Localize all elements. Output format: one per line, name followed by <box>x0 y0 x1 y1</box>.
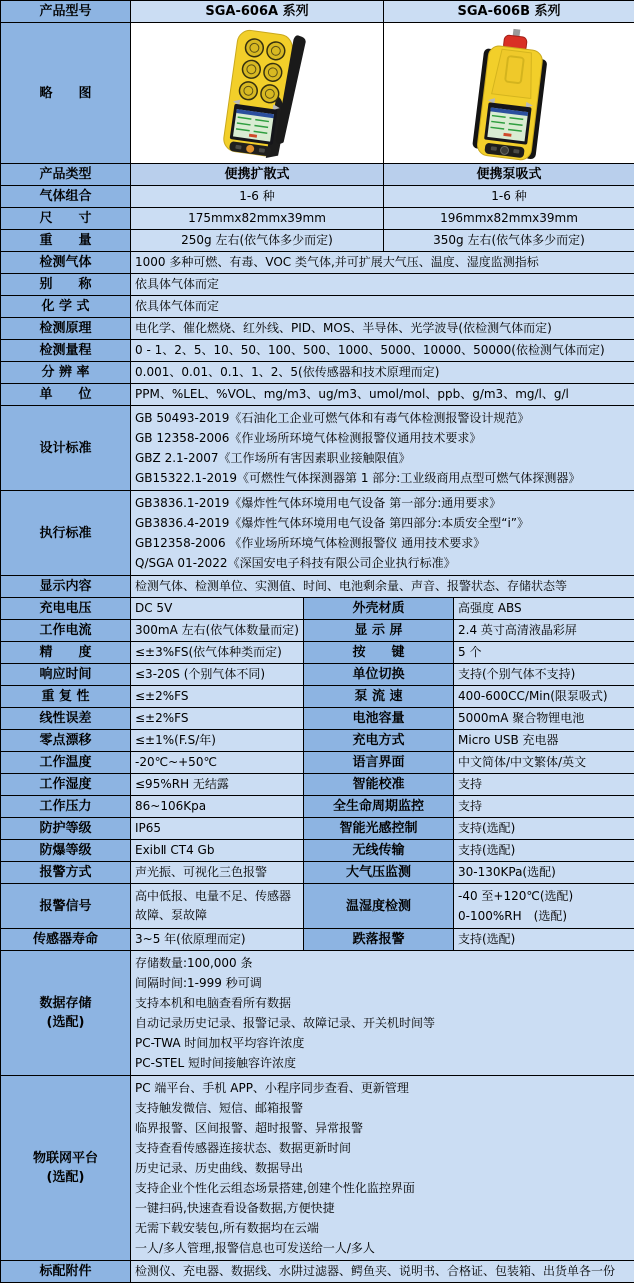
quad-label-right: 智能光感控制 <box>304 818 454 840</box>
device-b-cell <box>384 23 634 164</box>
storage-label <box>1 951 131 1076</box>
quad-value-right: 2.4 英寸高清液晶彩屏 <box>454 620 634 642</box>
iot-line: 无需下载安装包,所有数据均在云端 <box>135 1218 630 1238</box>
spec-label: 气体组合 <box>1 186 131 208</box>
quad-value-left: 300mA 左右(依气体数量而定) <box>131 620 304 642</box>
executive-standards-cell <box>131 491 634 576</box>
quad-value-left: ≤±1%(F.S/年) <box>131 730 304 752</box>
row-working-humidity <box>1 774 634 796</box>
row-alarm-signal <box>1 884 634 929</box>
spec-label: 单 位 <box>1 384 131 406</box>
spec-value: 依具体气体而定 <box>131 296 634 318</box>
quad-value-left: DC 5V <box>131 598 304 620</box>
storage-label-line: 数据存储 <box>5 994 126 1013</box>
row-working-temperature <box>1 752 634 774</box>
spec-value: 0.001、0.01、0.1、1、2、5(依传感器和技术原理而定) <box>131 362 634 384</box>
quad-value-right: 30-130KPa(选配) <box>454 862 634 884</box>
quad-label-left: 工作湿度 <box>1 774 131 796</box>
iot-line: 支持查看传感器连接状态、数据更新时间 <box>135 1138 630 1158</box>
quad-value-left: ≤±3%FS(依气体种类而定) <box>131 642 304 664</box>
row-detected-gases <box>1 252 634 274</box>
quad-label-right: 外壳材质 <box>304 598 454 620</box>
row-data-storage <box>1 951 634 1076</box>
row-repeatability <box>1 686 634 708</box>
quad-value-left: 高中低报、电量不足、传感器故障、泵故障 <box>131 884 304 929</box>
iot-line: 支持企业个性化云组态场景搭建,创建个性化监控界面 <box>135 1178 630 1198</box>
spec-label: 化 学 式 <box>1 296 131 318</box>
quad-label-left: 零点漂移 <box>1 730 131 752</box>
quad-label-left: 线性误差 <box>1 708 131 730</box>
iot-platform-cell <box>131 1076 634 1261</box>
row-dimensions <box>1 208 634 230</box>
quad-label-right: 温湿度检测 <box>304 884 454 929</box>
quad-label-right: 充电方式 <box>304 730 454 752</box>
spec-value: 电化学、催化燃烧、红外线、PID、MOS、半导体、光学波导(依检测气体而定) <box>131 318 634 340</box>
row-zero-drift <box>1 730 634 752</box>
quad-label-left: 报警信号 <box>1 884 131 929</box>
quad-value-right: Micro USB 充电器 <box>454 730 634 752</box>
iot-label-line: (选配) <box>5 1168 126 1187</box>
row-chemical-formula <box>1 296 634 318</box>
standard-line: GB 50493-2019《石油化工企业可燃气体和有毒气体检测报警设计规范》 <box>135 408 630 428</box>
spec-value-a: 250g 左右(依气体多少而定) <box>131 230 384 252</box>
series-b-header: SGA-606B 系列 <box>384 1 634 23</box>
quad-value-left: 3~5 年(依原理而定) <box>131 929 304 951</box>
sketch-label: 略 图 <box>1 23 131 164</box>
quad-label-right: 单位切换 <box>304 664 454 686</box>
iot-line: 一人/多人管理,报警信息也可发送给一人/多人 <box>135 1238 630 1258</box>
row-working-current <box>1 620 634 642</box>
row-alias <box>1 274 634 296</box>
iot-line: PC 端平台、手机 APP、小程序同步查看、更新管理 <box>135 1078 630 1098</box>
spec-value: PPM、%LEL、%VOL、mg/m3、ug/m3、umol/mol、ppb、g/m3、mg/l、g/l <box>131 384 634 406</box>
row-linearity-error <box>1 708 634 730</box>
quad-label-right: 大气压监测 <box>304 862 454 884</box>
spec-label: 检测原理 <box>1 318 131 340</box>
device-a-cell <box>131 23 384 164</box>
spec-label: 尺 寸 <box>1 208 131 230</box>
quad-value-left: ≤±2%FS <box>131 708 304 730</box>
row-iot-platform <box>1 1076 634 1261</box>
spec-label: 检测气体 <box>1 252 131 274</box>
quad-label-left: 防护等级 <box>1 818 131 840</box>
quad-value-right: 支持(选配) <box>454 929 634 951</box>
storage-line: 存储数量:100,000 条 <box>135 953 630 973</box>
spec-label: 显示内容 <box>1 576 131 598</box>
storage-line: 间隔时间:1-999 秒可调 <box>135 973 630 993</box>
quad-label-right: 显 示 屏 <box>304 620 454 642</box>
spec-value-b: 便携泵吸式 <box>384 164 634 186</box>
quad-label-left: 报警方式 <box>1 862 131 884</box>
spec-label: 检测量程 <box>1 340 131 362</box>
spec-label: 重 量 <box>1 230 131 252</box>
quad-label-left: 传感器寿命 <box>1 929 131 951</box>
row-accuracy <box>1 642 634 664</box>
standard-line: GB 12358-2006《作业场所环境气体检测报警仪通用技术要求》 <box>135 428 630 448</box>
row-display-content <box>1 576 634 598</box>
sketch-row <box>1 23 634 164</box>
iot-label <box>1 1076 131 1261</box>
spec-label: 别 称 <box>1 274 131 296</box>
standard-line: GB12358-2006 《作业场所环境气体检测报警仪 通用技术要求》 <box>135 533 630 553</box>
quad-label-right: 泵 流 速 <box>304 686 454 708</box>
spec-label: 分 辨 率 <box>1 362 131 384</box>
quad-value-right <box>454 884 634 929</box>
quad-value-left: 86~106Kpa <box>131 796 304 818</box>
quad-label-left: 工作电流 <box>1 620 131 642</box>
quad-value-left: ≤3-20S (个别气体不同) <box>131 664 304 686</box>
row-response-time <box>1 664 634 686</box>
quad-value-left: -20℃~+50℃ <box>131 752 304 774</box>
accessories-value: 检测仪、充电器、数据线、水阱过滤器、鳄鱼夹、说明书、合格证、包装箱、出货单各一份 <box>131 1261 634 1283</box>
spec-value-b: 196mmx82mmx39mm <box>384 208 634 230</box>
quad-value-left: ExibⅡ CT4 Gb <box>131 840 304 862</box>
quad-value-right: 5 个 <box>454 642 634 664</box>
quad-label-right: 语言界面 <box>304 752 454 774</box>
quad-value-right: 400-600CC/Min(限泵吸式) <box>454 686 634 708</box>
quad-label-left: 响应时间 <box>1 664 131 686</box>
row-gas-combination <box>1 186 634 208</box>
row-protection-rating <box>1 818 634 840</box>
iot-line: 历史记录、历史曲线、数据导出 <box>135 1158 630 1178</box>
row-alarm-mode <box>1 862 634 884</box>
spec-value: 依具体气体而定 <box>131 274 634 296</box>
quad-label-right: 无线传输 <box>304 840 454 862</box>
row-resolution <box>1 362 634 384</box>
quad-label-left: 防爆等级 <box>1 840 131 862</box>
spec-label: 执行标准 <box>1 491 131 576</box>
spec-value: 检测气体、检测单位、实测值、时间、电池剩余量、声音、报警状态、存储状态等 <box>131 576 634 598</box>
spec-value: 0 - 1、2、5、10、50、100、500、1000、5000、10000、50000(依检测气体而定) <box>131 340 634 362</box>
quad-label-right: 电池容量 <box>304 708 454 730</box>
quad-value-right: 高强度 ABS <box>454 598 634 620</box>
row-product-type <box>1 164 634 186</box>
row-sensor-life <box>1 929 634 951</box>
quad-label-left: 精 度 <box>1 642 131 664</box>
standard-line: GB3836.1-2019《爆炸性气体环境用电气设备 第一部分:通用要求》 <box>135 493 630 513</box>
quad-value-left: ≤95%RH 无结露 <box>131 774 304 796</box>
standard-line: GB15322.1-2019《可燃性气体探测器第 1 部分:工业级商用点型可燃气体探测器》 <box>135 468 630 488</box>
quad-label-right: 按 键 <box>304 642 454 664</box>
row-design-standards <box>1 406 634 491</box>
row-executive-standards <box>1 491 634 576</box>
iot-line: 临界报警、区间报警、超时报警、异常报警 <box>135 1118 630 1138</box>
spec-value-b: 350g 左右(依气体多少而定) <box>384 230 634 252</box>
spec-label: 设计标准 <box>1 406 131 491</box>
spec-value-a: 175mmx82mmx39mm <box>131 208 384 230</box>
quad-label-left: 重 复 性 <box>1 686 131 708</box>
row-detection-principle <box>1 318 634 340</box>
row-explosion-proof-rating <box>1 840 634 862</box>
row-weight <box>1 230 634 252</box>
row-charge-voltage <box>1 598 634 620</box>
quad-label-left: 工作温度 <box>1 752 131 774</box>
sga-606b-illustration <box>384 24 634 162</box>
iot-line: 支持触发微信、短信、邮箱报警 <box>135 1098 630 1118</box>
spec-label: 产品类型 <box>1 164 131 186</box>
sga-606a-illustration <box>131 24 384 162</box>
storage-line: 支持本机和电脑查看所有数据 <box>135 993 630 1013</box>
standard-line: GB3836.4-2019《爆炸性气体环境用电气设备 第四部分:本质安全型“i”》 <box>135 513 630 533</box>
storage-line: 自动记录历史记录、报警记录、故障记录、开关机时间等 <box>135 1013 630 1033</box>
quad-label-right: 智能校准 <box>304 774 454 796</box>
quad-label-right: 跌落报警 <box>304 929 454 951</box>
quad-value-right: 支持 <box>454 774 634 796</box>
quad-label-left: 充电电压 <box>1 598 131 620</box>
quad-value-right: 5000mA 聚合物锂电池 <box>454 708 634 730</box>
spec-value: 1000 多种可燃、有毒、VOC 类气体,并可扩展大气压、温度、湿度监测指标 <box>131 252 634 274</box>
quad-value-left: 声光振、可视化三色报警 <box>131 862 304 884</box>
quad-label-right: 全生命周期监控 <box>304 796 454 818</box>
storage-label-line: (选配) <box>5 1013 126 1032</box>
quad-value-right: 支持 <box>454 796 634 818</box>
quad-value-right: 支持(选配) <box>454 840 634 862</box>
temp-humidity-range-line: 0-100%RH (选配) <box>458 906 630 926</box>
quad-value-left: IP65 <box>131 818 304 840</box>
temp-humidity-range-line: -40 至+120℃(选配) <box>458 886 630 906</box>
design-standards-cell <box>131 406 634 491</box>
row-working-pressure <box>1 796 634 818</box>
standard-line: Q/SGA 01-2022《深国安电子科技有限公司企业执行标准》 <box>135 553 630 573</box>
iot-label-line: 物联网平台 <box>5 1149 126 1168</box>
storage-line: PC-STEL 短时间接触容许浓度 <box>135 1053 630 1073</box>
data-storage-cell <box>131 951 634 1076</box>
row-units <box>1 384 634 406</box>
quad-value-right: 中文简体/中文繁体/英文 <box>454 752 634 774</box>
storage-line: PC-TWA 时间加权平均容许浓度 <box>135 1033 630 1053</box>
spec-value-a: 1-6 种 <box>131 186 384 208</box>
spec-label: 标配附件 <box>1 1261 131 1283</box>
spec-value-b: 1-6 种 <box>384 186 634 208</box>
quad-value-left: ≤±2%FS <box>131 686 304 708</box>
series-a-header: SGA-606A 系列 <box>131 1 384 23</box>
row-detection-range <box>1 340 634 362</box>
quad-value-right: 支持(选配) <box>454 818 634 840</box>
quad-value-right: 支持(个别气体不支持) <box>454 664 634 686</box>
standard-line: GBZ 2.1-2007《工作场所有害因素职业接触限值》 <box>135 448 630 468</box>
iot-line: 一键扫码,快速查看设备数据,方便快捷 <box>135 1198 630 1218</box>
quad-label-left: 工作压力 <box>1 796 131 818</box>
product-model-label: 产品型号 <box>1 1 131 23</box>
header-row <box>1 1 634 23</box>
spec-value-a: 便携扩散式 <box>131 164 384 186</box>
